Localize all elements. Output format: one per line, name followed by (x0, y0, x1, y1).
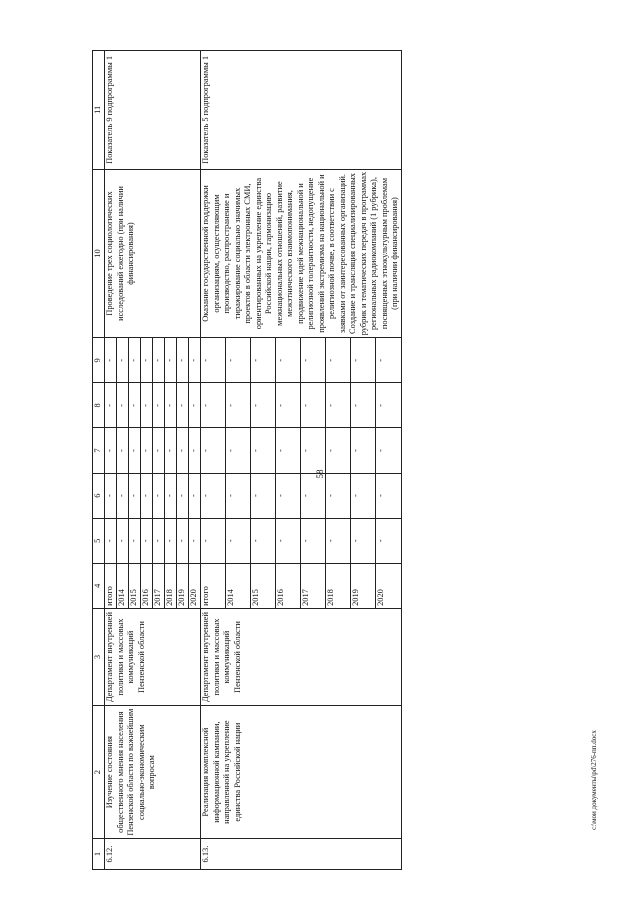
value-cell: - (251, 518, 276, 563)
value-cell: - (251, 338, 276, 383)
indicator-link: Показатель 9 подпрограммы 1 (105, 51, 201, 170)
value-cell: - (326, 338, 351, 383)
col-4-header: 4 (93, 563, 105, 608)
value-cell: - (165, 518, 177, 563)
value-cell: - (201, 383, 226, 428)
value-cell: - (326, 473, 351, 518)
col-5-header: 5 (93, 518, 105, 563)
value-cell: - (301, 473, 326, 518)
year-cell: 2017 (153, 563, 165, 608)
measure-name: Реализация комплексной информационной кампании, направленной на укрепление единства Российской нации (201, 706, 402, 839)
indicator-link: Показатель 5 подпрограммы 1 (201, 51, 402, 170)
value-cell: - (201, 338, 226, 383)
value-cell: - (376, 383, 401, 428)
value-cell: - (351, 428, 376, 473)
value-cell: - (251, 473, 276, 518)
col-2-header: 2 (93, 706, 105, 839)
value-cell: - (117, 473, 129, 518)
col-6-header: 6 (93, 473, 105, 518)
year-cell: 2015 (251, 563, 276, 608)
col-10-header: 10 (93, 169, 105, 338)
value-cell: - (226, 383, 251, 428)
value-cell: - (129, 428, 141, 473)
value-cell: - (153, 518, 165, 563)
value-cell: - (226, 518, 251, 563)
value-cell: - (276, 518, 301, 563)
value-cell: - (201, 428, 226, 473)
year-cell: 2016 (141, 563, 153, 608)
col-8-header: 8 (93, 383, 105, 428)
value-cell: - (226, 473, 251, 518)
value-cell: - (165, 383, 177, 428)
value-cell: - (201, 473, 226, 518)
value-cell: - (276, 473, 301, 518)
value-cell: - (177, 473, 189, 518)
value-cell: - (226, 338, 251, 383)
value-cell: - (129, 383, 141, 428)
value-cell: - (129, 473, 141, 518)
value-cell: - (376, 338, 401, 383)
executor-name: Департамент внутренней политики и массовых коммуникаций Пензенской области (201, 608, 402, 705)
value-cell: - (153, 428, 165, 473)
value-cell: - (105, 518, 117, 563)
value-cell: - (177, 338, 189, 383)
value-cell: - (276, 383, 301, 428)
value-cell: - (301, 383, 326, 428)
col-3-header: 3 (93, 608, 105, 705)
year-cell: 2019 (177, 563, 189, 608)
page-number: 58 (315, 469, 325, 479)
expected-result: Оказание государственной поддержки организациям, осуществляющим производство, распространение и тиражирование социально значимых проектов в области электронных СМИ, ориентированных на укрепление единства Российской нации, гармонизацию межнациональных отношений, развитие межэтнического взаимопонимания, продвижение идей межнациональной и религиозной толерантности, недопущение проявлений экстремизма на национальной и религиозной почве, в соответствии с заявками от заинтересованных организаций. Создание и трансляция специализированных рубрик и тематических передач в программах региональных радиокомпаний (1 рубрика), посвященных этнокультурным проблемам (при наличии финансирования) (201, 169, 402, 338)
executor-name: Департамент внутренней политики и массовых коммуникаций Пензенской области (105, 608, 201, 705)
value-cell: - (117, 518, 129, 563)
value-cell: - (141, 383, 153, 428)
value-cell: - (141, 473, 153, 518)
year-cell: 2019 (351, 563, 376, 608)
value-cell: - (165, 428, 177, 473)
value-cell: - (251, 428, 276, 473)
value-cell: - (165, 473, 177, 518)
value-cell: - (153, 473, 165, 518)
year-cell: 2018 (326, 563, 351, 608)
value-cell: - (129, 518, 141, 563)
value-cell: - (177, 428, 189, 473)
year-cell: 2014 (117, 563, 129, 608)
value-cell: - (301, 518, 326, 563)
value-cell: - (301, 428, 326, 473)
year-cell: 2015 (129, 563, 141, 608)
value-cell: - (351, 338, 376, 383)
value-cell: - (141, 518, 153, 563)
year-cell: 2017 (301, 563, 326, 608)
value-cell: - (201, 518, 226, 563)
value-cell: - (376, 518, 401, 563)
value-cell: - (177, 383, 189, 428)
value-cell: - (153, 383, 165, 428)
value-cell: - (226, 428, 251, 473)
value-cell: - (117, 383, 129, 428)
value-cell: - (177, 518, 189, 563)
value-cell: - (189, 428, 201, 473)
col-9-header: 9 (93, 338, 105, 383)
value-cell: - (105, 473, 117, 518)
value-cell: - (117, 428, 129, 473)
expected-result: Проведение трех социологических исследований ежегодно (при наличии финансирования) (105, 169, 201, 338)
value-cell: - (351, 473, 376, 518)
header-row (93, 51, 105, 870)
value-cell: - (251, 383, 276, 428)
col-7-header: 7 (93, 428, 105, 473)
value-cell: - (141, 338, 153, 383)
value-cell: - (276, 338, 301, 383)
program-table (92, 50, 402, 870)
value-cell: - (141, 428, 153, 473)
year-cell: 2020 (376, 563, 401, 608)
col-1-header: 1 (93, 839, 105, 870)
value-cell: - (189, 383, 201, 428)
value-cell: - (153, 338, 165, 383)
year-cell: 2016 (276, 563, 301, 608)
rotated-table-wrapper (92, 50, 582, 870)
value-cell: - (351, 518, 376, 563)
year-cell: 2014 (226, 563, 251, 608)
measure-name: Изучение состояния общественного мнения населения Пензенской области по важнейшим социально-экономическим вопросам (105, 706, 201, 839)
value-cell: - (351, 383, 376, 428)
value-cell: - (117, 338, 129, 383)
footer-path: c:\мои документы\pd\276-пп.docx (590, 730, 598, 830)
value-cell: - (189, 473, 201, 518)
value-cell: - (105, 383, 117, 428)
year-cell: итого (105, 563, 117, 608)
year-cell: 2018 (165, 563, 177, 608)
value-cell: - (105, 338, 117, 383)
value-cell: - (376, 473, 401, 518)
value-cell: - (189, 338, 201, 383)
value-cell: - (105, 428, 117, 473)
row-number: 6.13. (201, 839, 402, 870)
year-cell: итого (201, 563, 226, 608)
value-cell: - (326, 428, 351, 473)
value-cell: - (301, 338, 326, 383)
year-cell: 2020 (189, 563, 201, 608)
value-cell: - (165, 338, 177, 383)
value-cell: - (326, 518, 351, 563)
value-cell: - (276, 428, 301, 473)
value-cell: - (129, 338, 141, 383)
value-cell: - (326, 383, 351, 428)
table-row (201, 51, 226, 870)
col-11-header: 11 (93, 51, 105, 170)
value-cell: - (376, 428, 401, 473)
table-row (105, 51, 117, 870)
row-number: 6.12. (105, 839, 201, 870)
value-cell: - (189, 518, 201, 563)
